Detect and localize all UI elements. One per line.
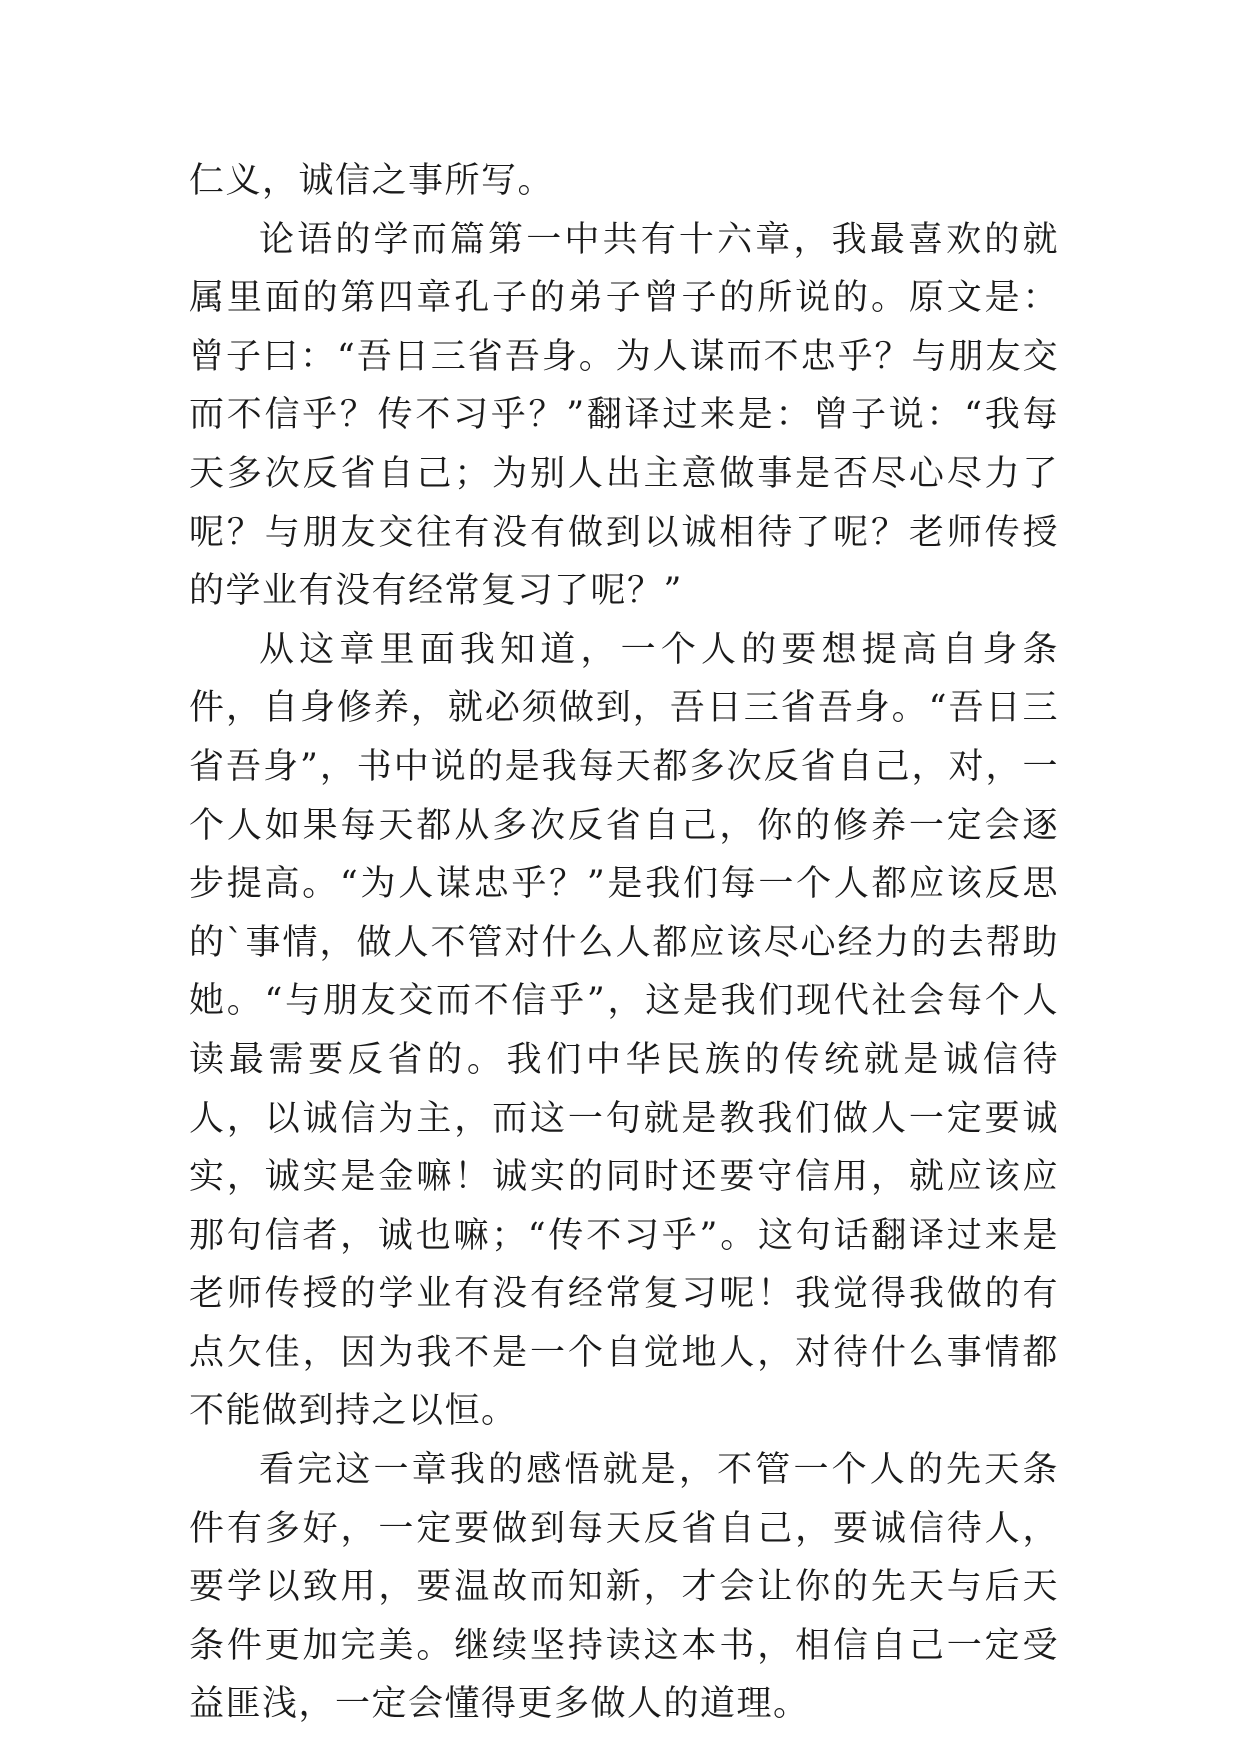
paragraph-continuation: 仁义，诚信之事所写。 — [189, 161, 555, 201]
paragraph-reflection: 从这章里面我知道，一个人的要想提高自身条件，自身修养，就必须做到，吾日三省吾身。“吾日三省吾身”，书中说的是我每天都多次反省自己，对，一个人如果每天都从多次反省自己，你的修养一定会逐步提高。“为人谋忠乎？”是我们每一个人都应该反思的`事情，做人不管对什么人都应该尽心经力的去帮助她。“与朋友交而不信乎”，这是我们现代社会每个人读最需要反省的。我们中华民族的传统就是诚信待人，以诚信为主，而这一句就是教我们做人一定要诚实，诚实是金嘛！诚实的同时还要守信用，就应该应那句信者，诚也嘛；“传不习乎”。这句话翻译过来是老师传授的学业有没有经常复习呢！我觉得我做的有点欠佳，因为我不是一个自觉地人，对待什么事情都不能做到持之以恒。 — [189, 629, 1059, 1432]
document-body — [189, 152, 1059, 1734]
paragraph-conclusion: 看完这一章我的感悟就是，不管一个人的先天条件有多好，一定要做到每天反省自己，要诚信待人，要学以致用，要温故而知新，才会让你的先天与后天条件更加完美。继续坚持读这本书，相信自己一定受益匪浅，一定会懂得更多做人的道理。 — [189, 1450, 1059, 1725]
paragraph-chapter-four: 论语的学而篇第一中共有十六章，我最喜欢的就属里面的第四章孔子的弟子曾子的所说的。原文是：曾子曰：“吾日三省吾身。为人谋而不忠乎？与朋友交而不信乎？传不习乎？”翻译过来是：曾子说：“我每天多次反省自己；为别人出主意做事是否尽心尽力了呢？与朋友交往有没有做到以诚相待了呢？老师传授的学业有没有经常复习了呢？” — [189, 219, 1059, 612]
